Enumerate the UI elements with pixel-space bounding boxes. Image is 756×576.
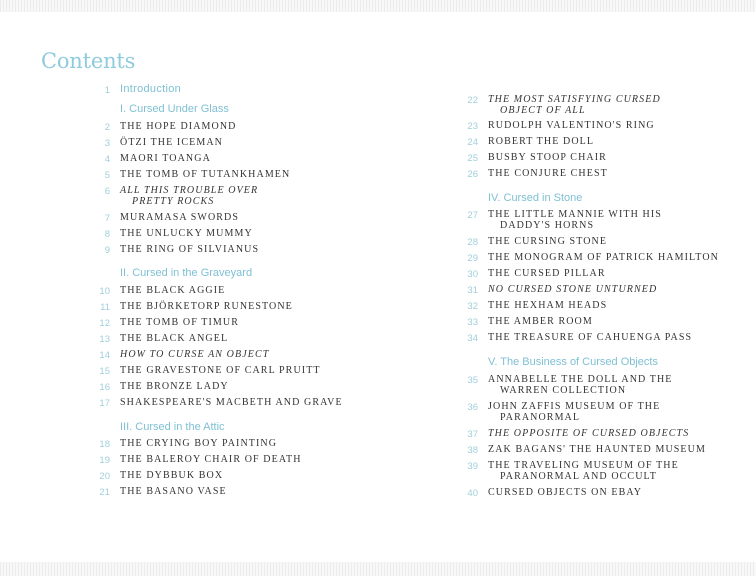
page-number: 24 (467, 137, 478, 148)
entry-label: THE GRAVESTONE OF CARL PRUITT (120, 365, 321, 376)
entry-label: THE TREASURE OF CAHUENGA PASS (488, 332, 693, 343)
entry-label: THE TRAVELING MUSEUM OF THE PARANORMAL AND OCCULT (488, 460, 679, 482)
section-heading: V. The Business of Cursed Objects (488, 356, 658, 368)
page-number: 25 (467, 153, 478, 164)
entry-label: THE MONOGRAM OF PATRICK HAMILTON (488, 252, 719, 263)
page-number: 15 (99, 366, 110, 377)
toc-entry[interactable] (454, 300, 688, 312)
page-number: 23 (467, 121, 478, 132)
entry-label: THE LITTLE MANNIE WITH HIS DADDY'S HORNS (488, 209, 662, 231)
page-number: 14 (99, 350, 110, 361)
page-number: 20 (99, 471, 110, 482)
page-number: 6 (104, 186, 110, 197)
section-heading: IV. Cursed in Stone (488, 192, 583, 204)
entry-label: NO CURSED STONE UNTURNED (488, 284, 658, 295)
toc-entry[interactable] (454, 428, 688, 440)
page-number: 13 (99, 334, 110, 345)
toc-entry[interactable] (454, 460, 685, 482)
entry-label: THE CRYING BOY PAINTING (120, 438, 278, 449)
entry-label: THE BJÖRKETORP RUNESTONE (120, 301, 293, 312)
entry-label: ROBERT THE DOLL (488, 136, 595, 147)
entry-label: THE BALEROY CHAIR OF DEATH (120, 454, 302, 465)
page-number: 26 (467, 169, 478, 180)
toc-entry[interactable] (454, 332, 693, 344)
page-number: 30 (467, 269, 478, 280)
page-number: 7 (104, 213, 110, 224)
page-number: 9 (104, 245, 110, 256)
page-number: 38 (467, 445, 478, 456)
page-number: 33 (467, 317, 478, 328)
entry-label: RUDOLPH VALENTINO'S RING (488, 120, 655, 131)
toc-entry[interactable] (454, 236, 688, 248)
entry-label: ANNABELLE THE DOLL AND THE WARREN COLLECTION (488, 374, 673, 396)
page-number: 21 (99, 487, 110, 498)
toc-entry[interactable] (454, 487, 688, 499)
section-heading: I. Cursed Under Glass (120, 103, 229, 115)
entry-label: THE BASANO VASE (120, 486, 227, 497)
page-number: 34 (467, 333, 478, 344)
toc-entry[interactable] (454, 120, 688, 132)
toc-entry[interactable] (86, 185, 302, 207)
page-number: 17 (99, 398, 110, 409)
page-number: 27 (467, 210, 478, 221)
toc-entry[interactable] (454, 401, 665, 423)
entry-label: THE TOMB OF TIMUR (120, 317, 239, 328)
entry-label: BUSBY STOOP CHAIR (488, 152, 607, 163)
entry-label: THE MOST SATISFYING CURSED OBJECT OF ALL (488, 94, 661, 116)
toc-entry[interactable] (86, 349, 320, 361)
entry-label: SHAKESPEARE'S MACBETH AND GRAVE (120, 397, 343, 408)
page-number: 35 (467, 375, 478, 386)
section-heading: III. Cursed in the Attic (120, 421, 225, 433)
page-bottom-edge (0, 562, 756, 576)
toc-entry[interactable] (454, 268, 688, 280)
page-number: 1 (104, 85, 110, 96)
entry-label: MURAMASA SWORDS (120, 212, 240, 223)
toc-entry[interactable] (86, 137, 320, 149)
entry-label: CURSED OBJECTS ON EBAY (488, 487, 643, 498)
entry-label: THE BLACK AGGIE (120, 285, 226, 296)
entry-label: THE UNLUCKY MUMMY (120, 228, 253, 239)
page-number: 28 (467, 237, 478, 248)
toc-entry[interactable] (86, 381, 320, 393)
toc-entry[interactable] (86, 153, 320, 165)
toc-entry[interactable] (86, 317, 320, 329)
entry-label: ALL THIS TROUBLE OVER PRETTY ROCKS (120, 185, 259, 207)
page-number: 19 (99, 455, 110, 466)
page-number: 4 (104, 154, 110, 165)
page-number: 37 (467, 429, 478, 440)
entry-label: THE TOMB OF TUTANKHAMEN (120, 169, 291, 180)
toc-entry[interactable] (86, 301, 320, 313)
page-number: 32 (467, 301, 478, 312)
entry-label: THE OPPOSITE OF CURSED OBJECTS (488, 428, 690, 439)
toc-entry[interactable] (86, 228, 320, 240)
entry-label: THE BRONZE LADY (120, 381, 229, 392)
entry-label: MAORI TOANGA (120, 153, 211, 164)
toc-entry[interactable] (86, 365, 320, 377)
toc-entry[interactable] (86, 212, 320, 224)
entry-label: THE HEXHAM HEADS (488, 300, 608, 311)
entry-label: THE BLACK ANGEL (120, 333, 229, 344)
page-top-edge (0, 0, 756, 12)
entry-label: THE CURSING STONE (488, 236, 608, 247)
entry-label: ZAK BAGANS' THE HAUNTED MUSEUM (488, 444, 706, 455)
page-number: 31 (467, 285, 478, 296)
toc-entry[interactable] (86, 470, 320, 482)
toc-entry[interactable] (86, 486, 320, 498)
toc-entry[interactable] (454, 209, 715, 231)
toc-entry[interactable] (454, 316, 688, 328)
toc-entry[interactable] (86, 121, 320, 133)
entry-label: THE DYBBUK BOX (120, 470, 224, 481)
toc-entry[interactable] (86, 244, 320, 256)
toc-entry[interactable] (86, 438, 320, 450)
page-number: 18 (99, 439, 110, 450)
entry-label: THE HOPE DIAMOND (120, 121, 237, 132)
page-number: 22 (467, 95, 478, 106)
entry-label: Introduction (120, 83, 182, 95)
entry-label: JOHN ZAFFIS MUSEUM OF THE PARANORMAL (488, 401, 661, 423)
toc-entry[interactable] (454, 152, 688, 164)
page-number: 2 (104, 122, 110, 133)
toc-entry[interactable] (86, 285, 320, 297)
toc-entry-introduction[interactable] (86, 84, 181, 96)
page-number: 12 (99, 318, 110, 329)
toc-entry[interactable] (86, 397, 343, 409)
entry-label: HOW TO CURSE AN OBJECT (120, 349, 270, 360)
page-title: Contents (41, 49, 136, 73)
page-number: 36 (467, 402, 478, 413)
toc-entry[interactable] (454, 284, 688, 296)
toc-entry[interactable] (454, 444, 706, 456)
page-number: 29 (467, 253, 478, 264)
page-number: 3 (104, 138, 110, 149)
entry-label: THE AMBER ROOM (488, 316, 593, 327)
toc-entry[interactable] (86, 169, 320, 181)
toc-entry[interactable] (454, 374, 685, 396)
page-number: 10 (99, 286, 110, 297)
toc-entry[interactable] (454, 94, 665, 116)
entry-label: ÖTZI THE ICEMAN (120, 137, 223, 148)
toc-entry[interactable] (454, 136, 688, 148)
toc-entry[interactable] (86, 454, 320, 466)
page-number: 16 (99, 382, 110, 393)
toc-entry[interactable] (454, 168, 688, 180)
entry-label: THE CURSED PILLAR (488, 268, 606, 279)
page-number: 40 (467, 488, 478, 499)
section-heading: II. Cursed in the Graveyard (120, 267, 253, 279)
page-number: 39 (467, 461, 478, 472)
page-number: 8 (104, 229, 110, 240)
entry-label: THE RING OF SILVIANUS (120, 244, 260, 255)
page-number: 11 (100, 302, 110, 313)
entry-label: THE CONJURE CHEST (488, 168, 608, 179)
page-number: 5 (104, 170, 110, 181)
toc-entry[interactable] (454, 252, 719, 264)
toc-entry[interactable] (86, 333, 320, 345)
